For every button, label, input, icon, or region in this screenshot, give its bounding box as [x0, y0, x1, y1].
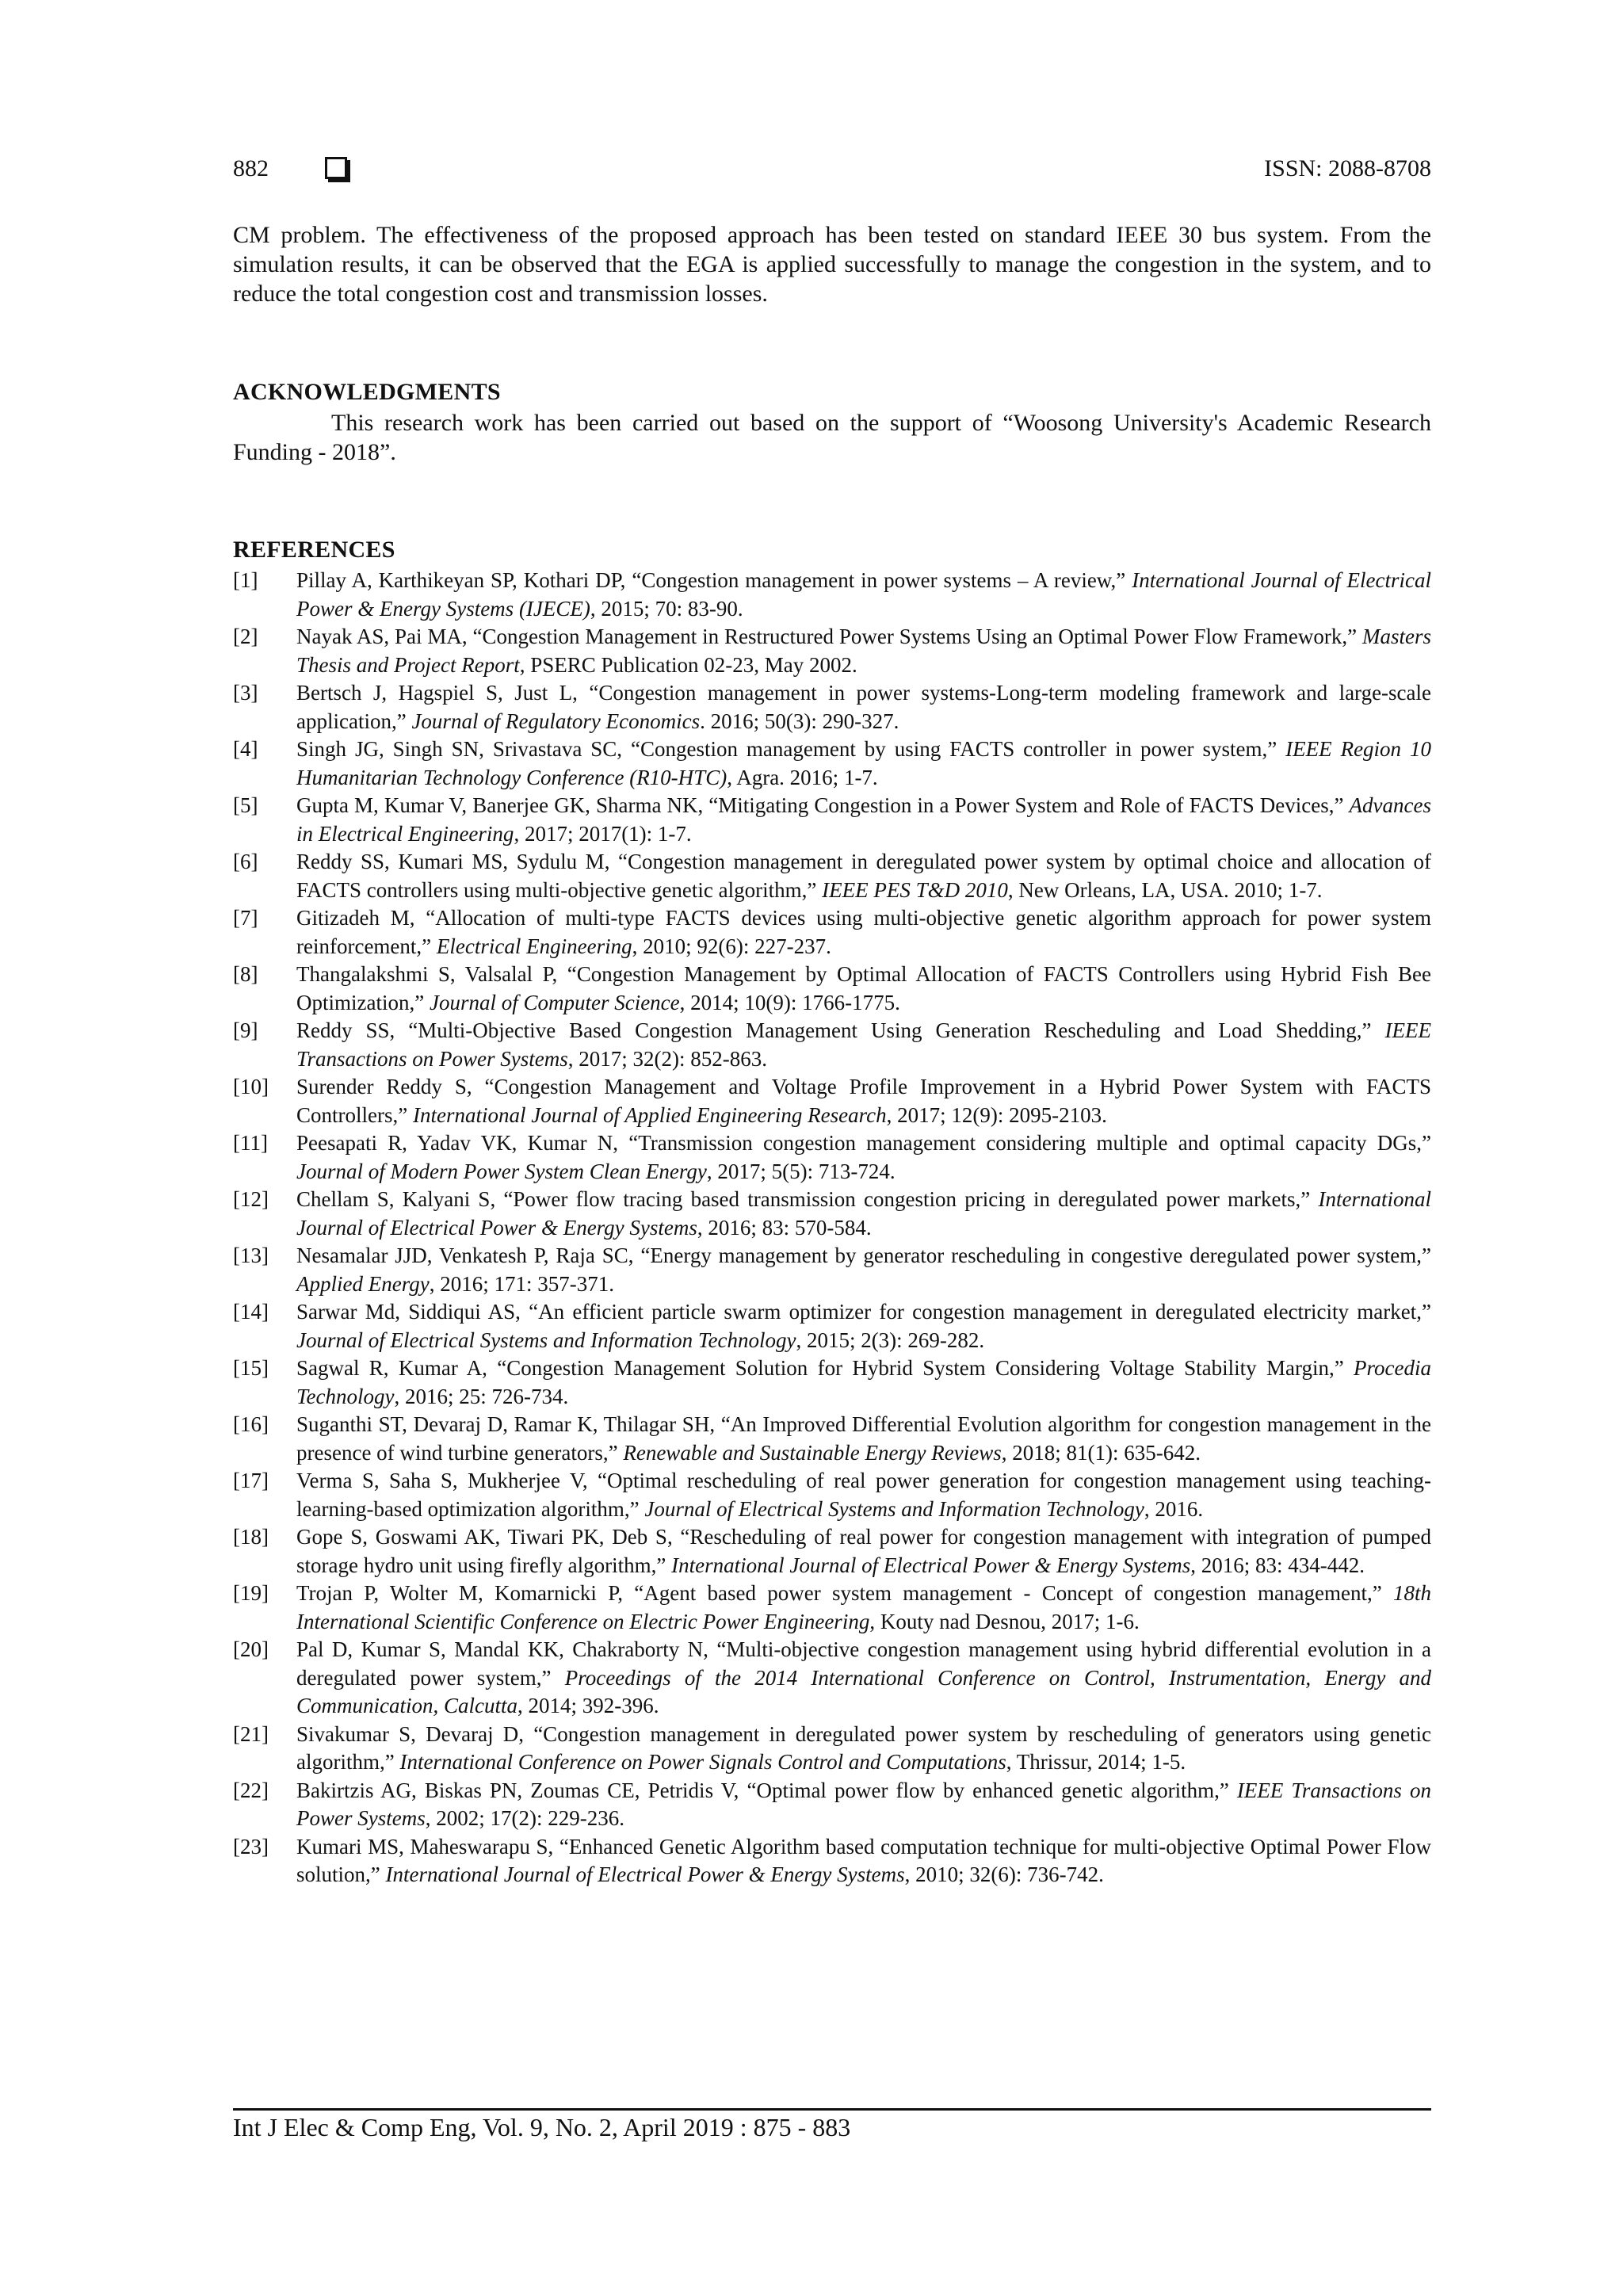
- reference-venue: International Conference on Power Signals Control and Computations: [399, 1750, 1006, 1774]
- reference-number: [21]: [233, 1721, 269, 1746]
- reference-number: [18]: [233, 1525, 269, 1549]
- reference-venue: International Journal of Applied Engineering Research: [412, 1102, 887, 1127]
- reference-item: [233, 1467, 1431, 1523]
- reference-authors-title: Kumari MS, Maheswarapu S, “Enhanced Genetic Algorithm based computation technique for multi-objective Optimal Power Flow solution,”: [296, 1834, 1431, 1886]
- reference-details: , 2015; 2(3): 269-282.: [796, 1328, 985, 1352]
- reference-number: [15]: [233, 1356, 269, 1380]
- reference-details: , 2014; 10(9): 1766-1775.: [679, 990, 900, 1014]
- reference-item: [233, 1129, 1431, 1186]
- acknowledgments-heading: ACKNOWLEDGMENTS: [233, 379, 501, 405]
- reference-number: [13]: [233, 1244, 269, 1267]
- reference-number: [16]: [233, 1412, 269, 1436]
- reference-number: [14]: [233, 1300, 269, 1324]
- reference-authors-title: Bakirtzis AG, Biskas PN, Zoumas CE, Petridis V, “Optimal power flow by enhanced genetic algorithm,”: [296, 1778, 1237, 1802]
- reference-authors-title: Reddy SS, “Multi-Objective Based Congestion Management Using Generation Rescheduling and Load Shedding,”: [296, 1018, 1385, 1042]
- reference-venue: International Journal of Electrical Power & Energy Systems: [385, 1862, 905, 1886]
- reference-venue: Proceedings of the 2014 International Conference on Control, Instrumentation, Energy and Communication, Calcutta: [296, 1665, 1431, 1717]
- reference-number: [11]: [233, 1131, 268, 1155]
- reference-details: , 2015; 70: 83-90.: [590, 596, 743, 621]
- reference-item: [233, 1411, 1431, 1467]
- reference-item: [233, 904, 1431, 961]
- reference-venue: International Journal of Electrical Power & Energy Systems: [671, 1553, 1191, 1577]
- reference-item: [233, 679, 1431, 735]
- reference-authors-title: Trojan P, Wolter M, Komarnicki P, “Agent based power system management - Concept of congestion management,”: [296, 1581, 1393, 1605]
- reference-details: , 2014; 392-396.: [517, 1694, 659, 1717]
- reference-details: , 2002; 17(2): 229-236.: [425, 1806, 624, 1830]
- reference-venue: Journal of Modern Power System Clean Energy: [296, 1159, 707, 1183]
- reference-details: , 2017; 2017(1): 1-7.: [514, 821, 692, 846]
- reference-item: [233, 1580, 1431, 1636]
- reference-number: [23]: [233, 1834, 269, 1859]
- reference-authors-title: Pal D, Kumar S, Mandal KK, Chakraborty N, “Multi-objective congestion management using hybrid differential evolution in a deregulated power system,”: [296, 1637, 1431, 1690]
- reference-details: . 2016; 50(3): 290-327.: [700, 709, 899, 733]
- reference-number: [19]: [233, 1581, 269, 1605]
- reference-details: , Kouty nad Desnou, 2017; 1-6.: [869, 1609, 1140, 1633]
- reference-venue: Electrical Engineering: [436, 934, 632, 958]
- reference-item: [233, 1833, 1431, 1889]
- reference-number: [2]: [233, 625, 258, 648]
- reference-authors-title: Gitizadeh M, “Allocation of multi-type FACTS devices using multi-objective genetic algorithm approach for power system reinforcement,”: [296, 906, 1431, 958]
- reference-details: PSERC Publication 02-23, May 2002.: [525, 652, 857, 677]
- reference-authors-title: Singh JG, Singh SN, Srivastava SC, “Congestion management by using FACTS controller in power system,”: [296, 737, 1286, 761]
- reference-number: [17]: [233, 1469, 269, 1492]
- reference-details: , 2018; 81(1): 635-642.: [1001, 1440, 1201, 1465]
- reference-details: , 2016; 83: 434-442.: [1190, 1553, 1365, 1577]
- reference-authors-title: Gupta M, Kumar V, Banerjee GK, Sharma NK, “Mitigating Congestion in a Power System and Role of FACTS Devices,”: [296, 793, 1350, 817]
- reference-item: [233, 623, 1431, 679]
- references-list: [233, 567, 1431, 1889]
- reference-number: [9]: [233, 1018, 258, 1042]
- reference-authors-title: Thangalakshmi S, Valsalal P, “Congestion Management by Optimal Allocation of FACTS Controllers using Hybrid Fish Bee Optimization,”: [296, 962, 1431, 1014]
- reference-authors-title: Surender Reddy S, “Congestion Management and Voltage Profile Improvement in a Hybrid Power System with FACTS Controllers,”: [296, 1075, 1431, 1127]
- reference-number: [5]: [233, 793, 258, 817]
- reference-item: [233, 1073, 1431, 1129]
- reference-item: [233, 735, 1431, 792]
- reference-number: [6]: [233, 850, 258, 873]
- references-heading: REFERENCES: [233, 537, 395, 563]
- reference-item: [233, 567, 1431, 623]
- reference-venue: Journal of Electrical Systems and Information Technology: [644, 1496, 1144, 1521]
- reference-details: , 2016; 83: 570-584.: [697, 1215, 872, 1240]
- reference-venue: IEEE Transactions on Power Systems: [296, 1018, 1431, 1071]
- reference-details: , 2016; 171: 357-371.: [429, 1271, 614, 1296]
- square-bullet-icon: [325, 157, 347, 179]
- reference-item: [233, 1523, 1431, 1580]
- page-number: 882: [233, 155, 269, 181]
- reference-details: , 2016.: [1144, 1496, 1204, 1521]
- reference-venue: IEEE Region 10 Humanitarian Technology Conference (R10-HTC): [296, 737, 1431, 789]
- reference-number: [10]: [233, 1075, 269, 1098]
- reference-item: [233, 961, 1431, 1017]
- page-header: [233, 155, 1431, 190]
- reference-venue: Journal of Computer Science: [429, 990, 680, 1014]
- conclusion-paragraph: CM problem. The effectiveness of the proposed approach has been tested on standard IEEE 30 bus system. From the simulation results, it can be observed that the EGA is applied successfully to manage the congestion in the system, and to reduce the total congestion cost and transmission losses.: [233, 222, 1431, 307]
- reference-details: , 2010; 92(6): 227-237.: [632, 934, 831, 958]
- footer-divider: [233, 2108, 1431, 2111]
- reference-number: [3]: [233, 681, 258, 705]
- reference-venue: 18th International Scientific Conference on Electric Power Engineering: [296, 1581, 1431, 1633]
- reference-venue: Renewable and Sustainable Energy Reviews: [623, 1440, 1002, 1465]
- reference-details: , 2016; 25: 726-734.: [394, 1384, 569, 1408]
- reference-authors-title: Sarwar Md, Siddiqui AS, “An efficient particle swarm optimizer for congestion management in deregulated electricity market,”: [296, 1300, 1431, 1324]
- reference-item: [233, 1354, 1431, 1411]
- reference-number: [12]: [233, 1187, 269, 1211]
- reference-authors-title: Sivakumar S, Devaraj D, “Congestion management in deregulated power system by rescheduling of generators using genetic algorithm,”: [296, 1721, 1431, 1774]
- reference-details: , 2017; 12(9): 2095-2103.: [886, 1102, 1107, 1127]
- reference-item: [233, 1186, 1431, 1242]
- reference-number: [20]: [233, 1637, 269, 1661]
- reference-number: [1]: [233, 568, 258, 592]
- reference-authors-title: Bertsch J, Hagspiel S, Just L, “Congestion management in power systems-Long-term modeling framework and large-scale application,”: [296, 681, 1431, 733]
- footer-citation: Int J Elec & Comp Eng, Vol. 9, No. 2, April 2019 : 875 - 883: [233, 2113, 851, 2141]
- reference-number: [4]: [233, 737, 258, 761]
- reference-authors-title: Nayak AS, Pai MA, “Congestion Management in Restructured Power Systems Using an Optimal Power Flow Framework,”: [296, 625, 1362, 648]
- reference-details: , Agra. 2016; 1-7.: [727, 765, 878, 789]
- reference-authors-title: Reddy SS, Kumari MS, Sydulu M, “Congestion management in deregulated power system by optimal choice and allocation of FACTS controllers using multi-objective genetic algorithm,”: [296, 850, 1431, 902]
- reference-venue: Journal of Regulatory Economics: [411, 709, 701, 733]
- reference-item: [233, 1636, 1431, 1721]
- reference-venue: Journal of Electrical Systems and Information Technology: [296, 1328, 796, 1352]
- reference-authors-title: Pillay A, Karthikeyan SP, Kothari DP, “Congestion management in power systems – A review,”: [296, 568, 1132, 592]
- reference-authors-title: Nesamalar JJD, Venkatesh P, Raja SC, “Energy management by generator rescheduling in congestive deregulated power system,”: [296, 1244, 1431, 1267]
- reference-venue: IEEE Transactions on Power Systems: [296, 1778, 1431, 1830]
- reference-details: , Thrissur, 2014; 1-5.: [1006, 1750, 1186, 1774]
- reference-number: [8]: [233, 962, 258, 986]
- reference-venue: International Journal of Electrical Power & Energy Systems (IJECE): [296, 568, 1431, 621]
- reference-number: [7]: [233, 906, 258, 930]
- acknowledgments-text: This research work has been carried out based on the support of “Woosong University's Academic Research Funding - 2018”.: [233, 410, 1431, 465]
- issn-label: ISSN: 2088-8708: [1264, 155, 1431, 181]
- reference-authors-title: Chellam S, Kalyani S, “Power flow tracing based transmission congestion pricing in deregulated power markets,”: [296, 1187, 1319, 1211]
- reference-authors-title: Gope S, Goswami AK, Tiwari PK, Deb S, “Rescheduling of real power for congestion management with integration of pumped storage hydro unit using firefly algorithm,”: [296, 1525, 1431, 1577]
- reference-details: , 2017; 5(5): 713-724.: [706, 1159, 896, 1183]
- reference-venue: IEEE PES T&D 2010: [822, 877, 1008, 902]
- reference-authors-title: Verma S, Saha S, Mukherjee V, “Optimal rescheduling of real power generation for congestion management using teaching-learning-based optimization algorithm,”: [296, 1469, 1431, 1521]
- reference-authors-title: Suganthi ST, Devaraj D, Ramar K, Thilagar SH, “An Improved Differential Evolution algorithm for congestion management in the presence of wind turbine generators,”: [296, 1412, 1431, 1465]
- reference-venue: International Journal of Electrical Power & Energy Systems: [296, 1187, 1431, 1240]
- reference-item: [233, 1017, 1431, 1073]
- reference-item: [233, 1242, 1431, 1298]
- reference-item: [233, 1298, 1431, 1354]
- reference-details: , 2017; 32(2): 852-863.: [567, 1046, 767, 1071]
- reference-number: [22]: [233, 1778, 269, 1802]
- reference-venue: Advances in Electrical Engineering: [296, 793, 1431, 846]
- reference-item: [233, 1721, 1431, 1777]
- reference-item: [233, 1777, 1431, 1833]
- reference-item: [233, 792, 1431, 848]
- reference-authors-title: Peesapati R, Yadav VK, Kumar N, “Transmission congestion management considering multiple and optimal capacity DGs,”: [296, 1131, 1431, 1155]
- reference-details: , 2010; 32(6): 736-742.: [904, 1862, 1104, 1886]
- reference-details: , New Orleans, LA, USA. 2010; 1-7.: [1007, 877, 1323, 902]
- reference-item: [233, 848, 1431, 904]
- reference-authors-title: Sagwal R, Kumar A, “Congestion Management Solution for Hybrid System Considering Voltage Stability Margin,”: [296, 1356, 1354, 1380]
- reference-venue: Applied Energy: [296, 1271, 430, 1296]
- reference-venue: Procedia Technology: [296, 1356, 1431, 1408]
- reference-venue: Masters Thesis and Project Report,: [296, 625, 1431, 677]
